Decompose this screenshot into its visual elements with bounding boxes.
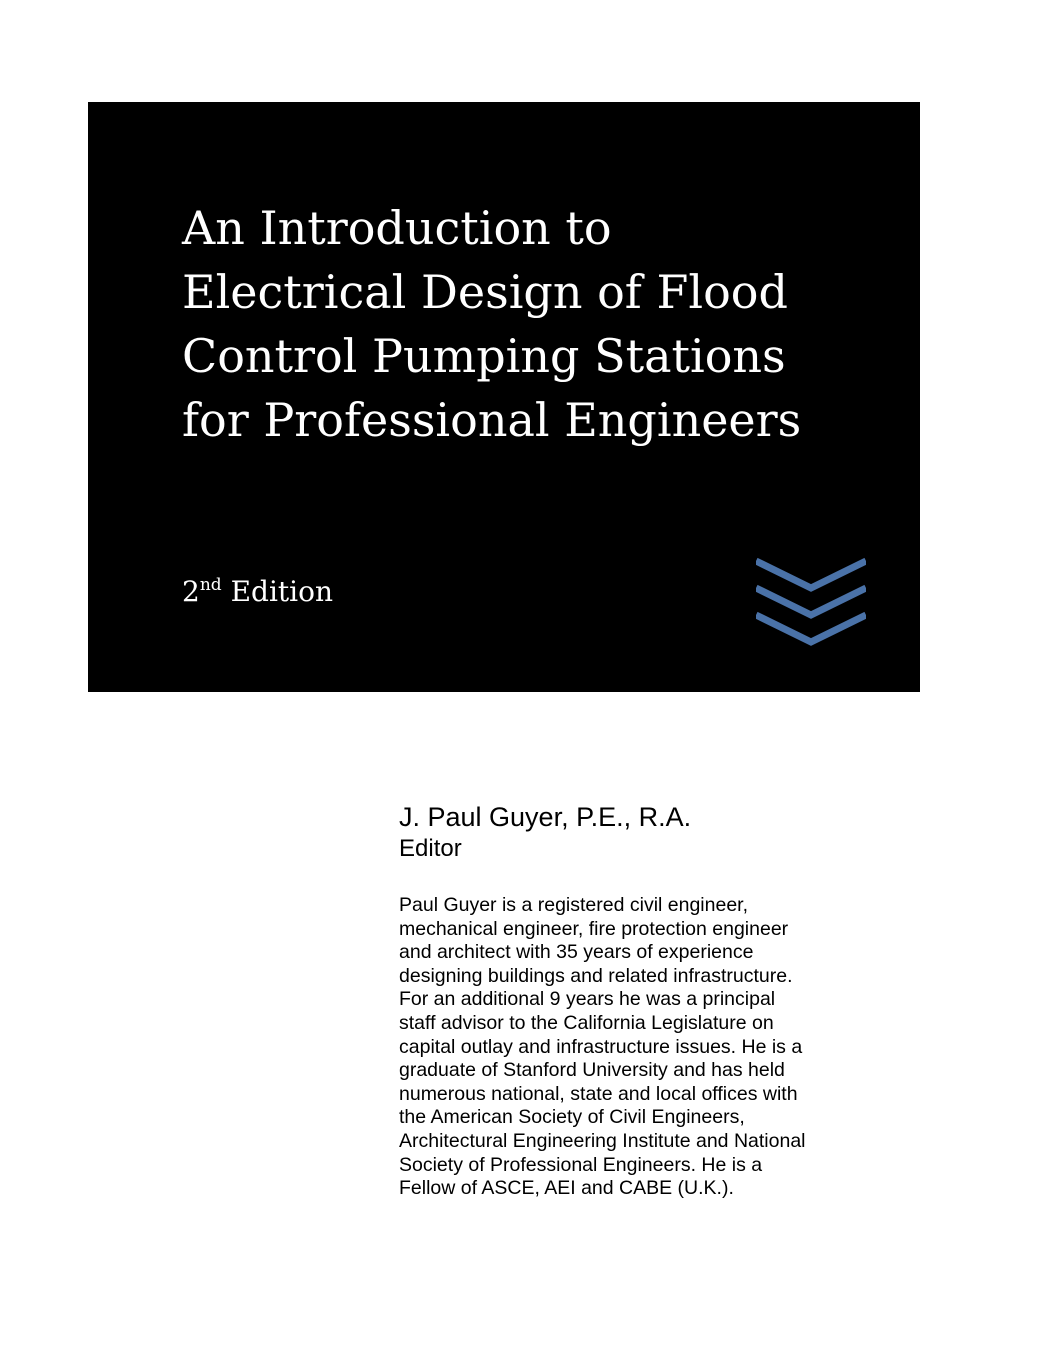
book-title [182, 196, 882, 452]
author-bio [399, 894, 869, 1201]
edition-word: Edition [230, 575, 333, 608]
author-block [399, 800, 869, 1201]
title-line: An Introduction to [182, 201, 612, 255]
chevron-stroke [756, 588, 866, 615]
bio-line: numerous national, state and local offices with [399, 1082, 798, 1105]
bio-line: the American Society of Civil Engineers, [399, 1106, 745, 1129]
edition-number: 2 [182, 575, 200, 608]
edition-ordinal-suffix: nd [199, 575, 222, 595]
bio-line: Fellow of ASCE, AEI and CABE (U.K.). [399, 1177, 734, 1200]
author-role: Editor [399, 835, 462, 862]
title-line: for Professional Engineers [182, 393, 802, 447]
bio-line: and architect with 35 years of experience [399, 941, 754, 964]
bio-line: Architectural Engineering Institute and National [399, 1129, 806, 1152]
bio-line: Paul Guyer is a registered civil engineer, [399, 894, 749, 916]
chevron-stroke [756, 561, 866, 588]
title-line: Electrical Design of Flood [182, 265, 788, 319]
bio-line: graduate of Stanford University and has held [399, 1059, 785, 1082]
bio-line: mechanical engineer, fire protection engineer [399, 917, 789, 940]
bio-line: For an additional 9 years he was a principal [399, 988, 776, 1011]
bio-line: capital outlay and infrastructure issues. He is a [399, 1035, 803, 1058]
bio-line: Society of Professional Engineers. He is a [399, 1153, 763, 1176]
bio-line: staff advisor to the California Legislature on [399, 1011, 774, 1034]
triple-chevron-down-icon [756, 557, 866, 649]
chevron-stroke [756, 615, 866, 642]
cover-panel [88, 102, 920, 692]
edition-label [182, 572, 333, 612]
author-name: J. Paul Guyer, P.E., R.A. [399, 802, 692, 832]
bio-line: designing buildings and related infrastructure. [399, 964, 793, 987]
title-line: Control Pumping Stations [182, 329, 786, 383]
